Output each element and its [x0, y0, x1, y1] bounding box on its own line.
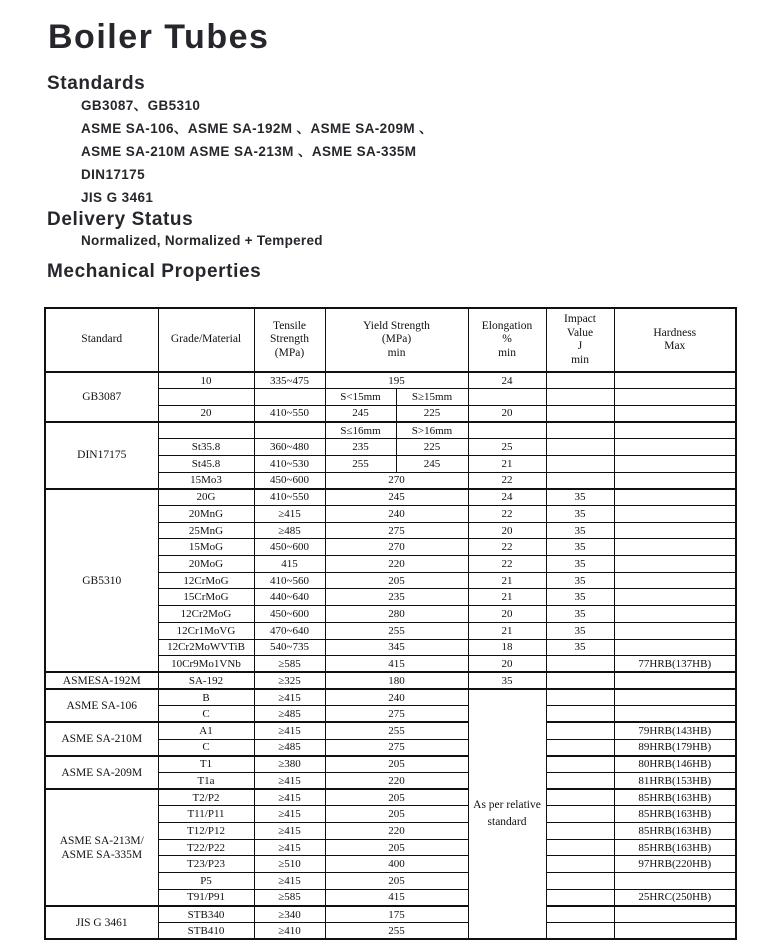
elongation-cell: 22	[468, 556, 546, 573]
impact-cell	[546, 806, 614, 823]
yield-cell: 255	[325, 722, 468, 739]
tensile-cell: ≥340	[254, 906, 325, 923]
yield-cell: 270	[325, 472, 468, 489]
tensile-cell: 470~640	[254, 622, 325, 639]
hardness-cell	[614, 622, 736, 639]
yield-cell: 225	[396, 405, 468, 422]
grade-cell: 10Cr9Mo1VNb	[158, 656, 254, 673]
table-row	[45, 756, 736, 773]
impact-cell: 35	[546, 489, 614, 506]
yield-cell: S<15mm	[325, 389, 396, 406]
impact-cell	[546, 756, 614, 773]
grade-cell: T23/P23	[158, 856, 254, 873]
hardness-cell	[614, 672, 736, 689]
table-row	[45, 372, 736, 389]
grade-cell: T2/P2	[158, 789, 254, 806]
hardness-cell: 77HRB(137HB)	[614, 656, 736, 673]
yield-cell: S≥15mm	[396, 389, 468, 406]
elongation-cell: 24	[468, 372, 546, 389]
elongation-cell: 21	[468, 455, 546, 472]
grade-cell	[158, 389, 254, 406]
standards-item: GB3087、GB5310	[81, 98, 201, 113]
tensile-cell: ≥415	[254, 873, 325, 890]
page-title: Boiler Tubes	[48, 18, 270, 56]
elongation-cell	[468, 422, 546, 439]
tensile-cell: ≥585	[254, 889, 325, 906]
tensile-cell: ≥485	[254, 706, 325, 723]
impact-cell: 35	[546, 572, 614, 589]
impact-cell: 35	[546, 556, 614, 573]
tensile-cell	[254, 422, 325, 439]
impact-cell	[546, 823, 614, 840]
tensile-cell: 335~475	[254, 372, 325, 389]
yield-cell: 280	[325, 606, 468, 623]
elongation-cell: 20	[468, 522, 546, 539]
table-row	[45, 672, 736, 689]
tensile-cell: ≥415	[254, 839, 325, 856]
impact-cell: 35	[546, 506, 614, 523]
hardness-cell	[614, 455, 736, 472]
hardness-cell	[614, 923, 736, 940]
hardness-cell	[614, 706, 736, 723]
standard-cell: ASME SA-209M	[45, 756, 158, 789]
grade-cell: 15Mo3	[158, 472, 254, 489]
grade-cell: T91/P91	[158, 889, 254, 906]
grade-cell: T11/P11	[158, 806, 254, 823]
tensile-cell: 450~600	[254, 606, 325, 623]
yield-cell: 255	[325, 455, 396, 472]
table-row	[45, 489, 736, 506]
grade-cell: St45.8	[158, 455, 254, 472]
standard-cell: JIS G 3461	[45, 906, 158, 939]
grade-cell: A1	[158, 722, 254, 739]
yield-cell: 220	[325, 823, 468, 840]
elongation-cell: 25	[468, 439, 546, 456]
table-row	[45, 422, 736, 439]
impact-cell	[546, 439, 614, 456]
yield-cell: 415	[325, 889, 468, 906]
hardness-cell	[614, 372, 736, 389]
hardness-cell	[614, 489, 736, 506]
tensile-cell: 410~560	[254, 572, 325, 589]
hardness-cell	[614, 472, 736, 489]
standard-cell: DIN17175	[45, 422, 158, 489]
impact-cell	[546, 889, 614, 906]
yield-cell: 205	[325, 839, 468, 856]
tensile-cell: ≥415	[254, 773, 325, 790]
yield-cell: 270	[325, 539, 468, 556]
tensile-cell	[254, 389, 325, 406]
tensile-cell: 415	[254, 556, 325, 573]
elongation-cell: 22	[468, 472, 546, 489]
hardness-cell	[614, 906, 736, 923]
elongation-cell: 22	[468, 539, 546, 556]
elongation-note-cell: As per relative standard	[468, 689, 546, 939]
impact-cell: 35	[546, 589, 614, 606]
grade-cell: 20	[158, 405, 254, 422]
impact-cell: 35	[546, 622, 614, 639]
header-impact: Impact Value J min	[546, 308, 614, 372]
hardness-cell	[614, 389, 736, 406]
grade-cell: T22/P22	[158, 839, 254, 856]
hardness-cell	[614, 522, 736, 539]
impact-cell: 35	[546, 639, 614, 656]
table-header-row	[45, 308, 736, 372]
yield-cell: 245	[325, 405, 396, 422]
standard-cell: ASMESA-192M	[45, 672, 158, 689]
elongation-cell: 20	[468, 405, 546, 422]
standard-cell: ASME SA-210M	[45, 722, 158, 755]
impact-cell	[546, 455, 614, 472]
impact-cell	[546, 422, 614, 439]
tensile-cell: ≥325	[254, 672, 325, 689]
grade-cell: 15MoG	[158, 539, 254, 556]
standard-cell: ASME SA-213M/ ASME SA-335M	[45, 789, 158, 906]
hardness-cell	[614, 572, 736, 589]
hardness-cell	[614, 405, 736, 422]
yield-cell: S≤16mm	[325, 422, 396, 439]
grade-cell: 12Cr1MoVG	[158, 622, 254, 639]
tensile-cell: 410~550	[254, 489, 325, 506]
table-row	[45, 789, 736, 806]
tensile-cell: ≥410	[254, 923, 325, 940]
standards-item: ASME SA-210M ASME SA-213M 、ASME SA-335M	[81, 144, 417, 159]
yield-cell: 235	[325, 589, 468, 606]
impact-cell	[546, 672, 614, 689]
tensile-cell: 450~600	[254, 539, 325, 556]
impact-cell	[546, 689, 614, 706]
impact-cell	[546, 656, 614, 673]
table-row	[45, 722, 736, 739]
standard-cell: GB5310	[45, 489, 158, 673]
standards-list	[81, 94, 433, 209]
tensile-cell: 410~550	[254, 405, 325, 422]
tensile-cell: 360~480	[254, 439, 325, 456]
table-row	[45, 906, 736, 923]
yield-cell: 240	[325, 506, 468, 523]
header-grade: Grade/Material	[158, 308, 254, 372]
impact-cell	[546, 839, 614, 856]
tensile-cell: 440~640	[254, 589, 325, 606]
grade-cell: T1	[158, 756, 254, 773]
hardness-cell: 81HRB(153HB)	[614, 773, 736, 790]
yield-cell: 275	[325, 522, 468, 539]
mechanical-properties-table	[44, 307, 737, 940]
impact-cell: 35	[546, 522, 614, 539]
grade-cell: STB340	[158, 906, 254, 923]
hardness-cell	[614, 422, 736, 439]
yield-cell: 220	[325, 773, 468, 790]
grade-cell: 12Cr2MoWVTiB	[158, 639, 254, 656]
impact-cell	[546, 706, 614, 723]
tensile-cell: ≥510	[254, 856, 325, 873]
grade-cell: C	[158, 739, 254, 756]
yield-cell: 235	[325, 439, 396, 456]
grade-cell: C	[158, 706, 254, 723]
header-standard: Standard	[45, 308, 158, 372]
yield-cell: 255	[325, 923, 468, 940]
grade-cell: T1a	[158, 773, 254, 790]
hardness-cell: 80HRB(146HB)	[614, 756, 736, 773]
elongation-cell: 18	[468, 639, 546, 656]
grade-cell: St35.8	[158, 439, 254, 456]
impact-cell	[546, 773, 614, 790]
header-elongation: Elongation % min	[468, 308, 546, 372]
yield-cell: 180	[325, 672, 468, 689]
grade-cell: 20G	[158, 489, 254, 506]
table-row	[45, 689, 736, 706]
tensile-cell: 450~600	[254, 472, 325, 489]
hardness-cell: 79HRB(143HB)	[614, 722, 736, 739]
tensile-cell: ≥585	[254, 656, 325, 673]
impact-cell	[546, 739, 614, 756]
impact-cell	[546, 789, 614, 806]
yield-cell: 255	[325, 622, 468, 639]
elongation-cell: 21	[468, 572, 546, 589]
tensile-cell: ≥415	[254, 689, 325, 706]
tensile-cell: ≥415	[254, 823, 325, 840]
impact-cell	[546, 923, 614, 940]
impact-cell	[546, 722, 614, 739]
yield-cell: 275	[325, 706, 468, 723]
tensile-cell: ≥415	[254, 722, 325, 739]
hardness-cell	[614, 606, 736, 623]
grade-cell: T12/P12	[158, 823, 254, 840]
grade-cell	[158, 422, 254, 439]
elongation-cell: 21	[468, 589, 546, 606]
tensile-cell: ≥485	[254, 522, 325, 539]
elongation-cell: 21	[468, 622, 546, 639]
elongation-cell	[468, 389, 546, 406]
hardness-cell	[614, 556, 736, 573]
yield-cell: S>16mm	[396, 422, 468, 439]
header-tensile: Tensile Strength (MPa)	[254, 308, 325, 372]
impact-cell	[546, 405, 614, 422]
hardness-cell	[614, 506, 736, 523]
grade-cell: 10	[158, 372, 254, 389]
hardness-cell: 85HRB(163HB)	[614, 823, 736, 840]
impact-cell	[546, 906, 614, 923]
tensile-cell: ≥415	[254, 506, 325, 523]
yield-cell: 275	[325, 739, 468, 756]
hardness-cell	[614, 589, 736, 606]
standards-item: JIS G 3461	[81, 190, 154, 205]
hardness-cell: 25HRC(250HB)	[614, 889, 736, 906]
delivery-status-heading: Delivery Status	[47, 209, 194, 230]
standards-item: DIN17175	[81, 167, 145, 182]
yield-cell: 195	[325, 372, 468, 389]
header-hardness: Hardness Max	[614, 308, 736, 372]
grade-cell: 12CrMoG	[158, 572, 254, 589]
hardness-cell: 85HRB(163HB)	[614, 806, 736, 823]
yield-cell: 205	[325, 756, 468, 773]
grade-cell: P5	[158, 873, 254, 890]
impact-cell	[546, 873, 614, 890]
grade-cell: 25MnG	[158, 522, 254, 539]
grade-cell: B	[158, 689, 254, 706]
hardness-cell: 97HRB(220HB)	[614, 856, 736, 873]
tensile-cell: ≥485	[254, 739, 325, 756]
hardness-cell	[614, 439, 736, 456]
yield-cell: 205	[325, 806, 468, 823]
standards-heading: Standards	[47, 73, 146, 94]
impact-cell	[546, 372, 614, 389]
yield-cell: 205	[325, 789, 468, 806]
elongation-cell: 20	[468, 656, 546, 673]
yield-cell: 205	[325, 572, 468, 589]
yield-cell: 240	[325, 689, 468, 706]
grade-cell: 20MoG	[158, 556, 254, 573]
tensile-cell: 540~735	[254, 639, 325, 656]
grade-cell: STB410	[158, 923, 254, 940]
yield-cell: 345	[325, 639, 468, 656]
tensile-cell: ≥415	[254, 806, 325, 823]
hardness-cell	[614, 639, 736, 656]
yield-cell: 225	[396, 439, 468, 456]
impact-cell	[546, 856, 614, 873]
impact-cell	[546, 472, 614, 489]
elongation-cell: 20	[468, 606, 546, 623]
impact-cell: 35	[546, 539, 614, 556]
yield-cell: 220	[325, 556, 468, 573]
elongation-cell: 35	[468, 672, 546, 689]
delivery-status-text: Normalized, Normalized + Tempered	[81, 233, 323, 248]
header-yield: Yield Strength (MPa) min	[325, 308, 468, 372]
tensile-cell: ≥380	[254, 756, 325, 773]
tensile-cell: 410~530	[254, 455, 325, 472]
grade-cell: 15CrMoG	[158, 589, 254, 606]
hardness-cell	[614, 873, 736, 890]
impact-cell	[546, 389, 614, 406]
yield-cell: 205	[325, 873, 468, 890]
hardness-cell: 85HRB(163HB)	[614, 789, 736, 806]
yield-cell: 415	[325, 656, 468, 673]
grade-cell: SA-192	[158, 672, 254, 689]
yield-cell: 245	[396, 455, 468, 472]
hardness-cell: 85HRB(163HB)	[614, 839, 736, 856]
grade-cell: 20MnG	[158, 506, 254, 523]
yield-cell: 175	[325, 906, 468, 923]
yield-cell: 245	[325, 489, 468, 506]
yield-cell: 400	[325, 856, 468, 873]
standard-cell: ASME SA-106	[45, 689, 158, 722]
grade-cell: 12Cr2MoG	[158, 606, 254, 623]
mechanical-properties-heading: Mechanical Properties	[47, 261, 262, 282]
standards-item: ASME SA-106、ASME SA-192M 、ASME SA-209M 、	[81, 121, 434, 136]
tensile-cell: ≥415	[254, 789, 325, 806]
elongation-cell: 24	[468, 489, 546, 506]
hardness-cell	[614, 689, 736, 706]
standard-cell: GB3087	[45, 372, 158, 422]
impact-cell: 35	[546, 606, 614, 623]
elongation-cell: 22	[468, 506, 546, 523]
hardness-cell: 89HRB(179HB)	[614, 739, 736, 756]
hardness-cell	[614, 539, 736, 556]
